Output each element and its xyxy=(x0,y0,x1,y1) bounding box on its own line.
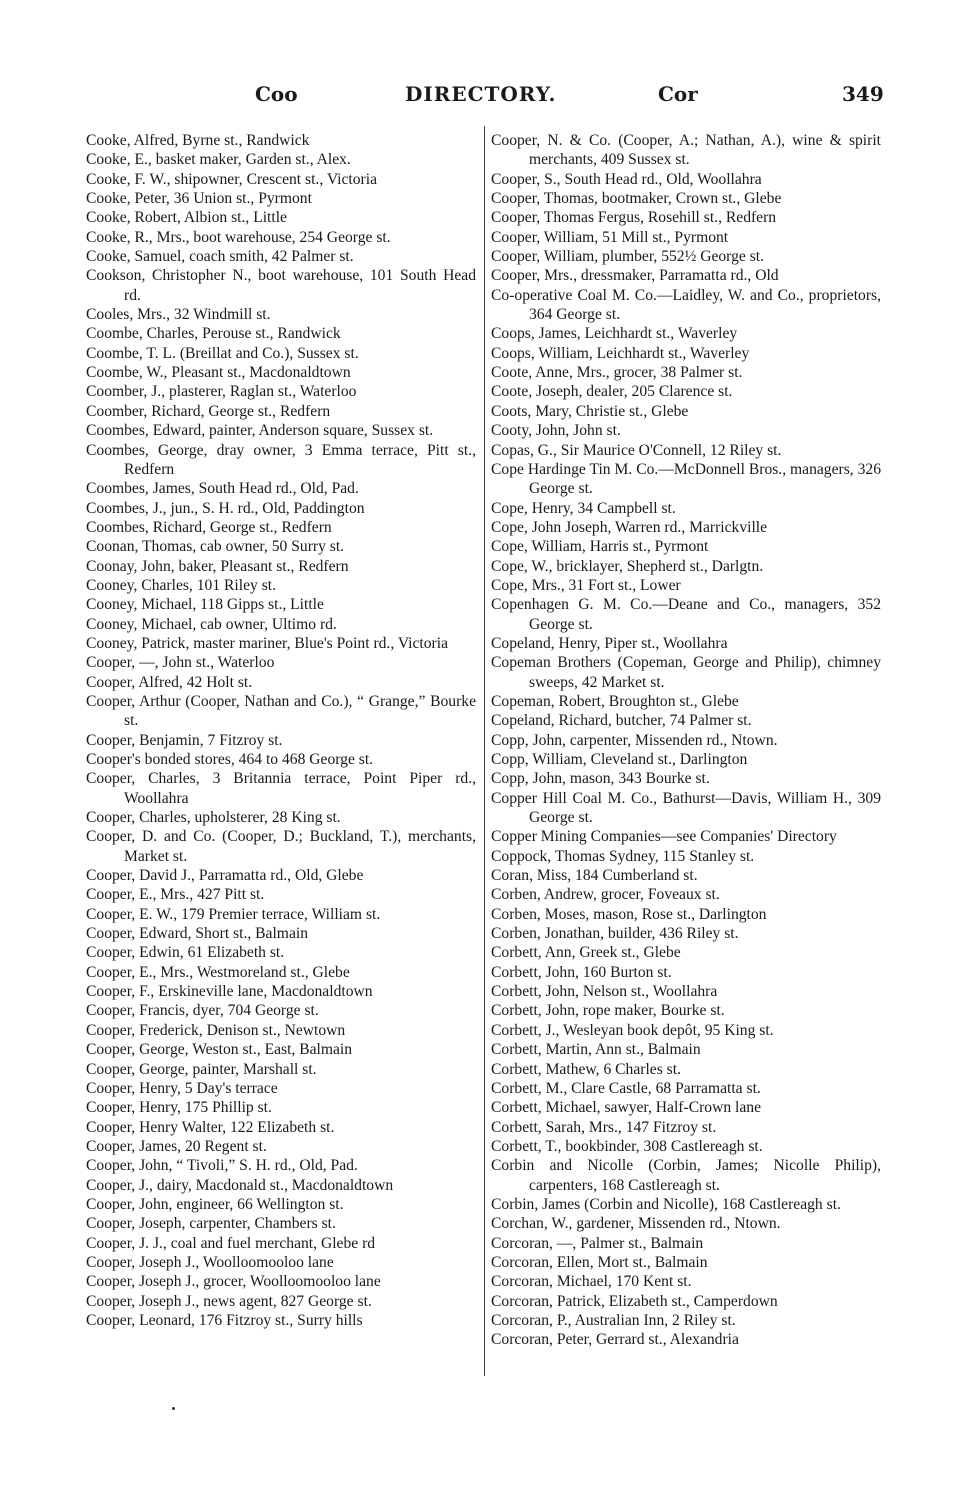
directory-entry: Cooper, Henry, 175 Phillip st. xyxy=(86,1099,272,1117)
directory-entry: Cooper, E., Mrs., 427 Pitt st. xyxy=(86,886,265,904)
directory-entry: Cope, Henry, 34 Campbell st. xyxy=(491,499,676,517)
directory-entry: Coote, Joseph, dealer, 205 Clarence st. xyxy=(491,383,733,401)
directory-entry: Copp, William, Cleveland st., Darlington xyxy=(491,751,748,768)
directory-entry: Copenhagen G. M. Co.—Deane and Co., managers, 352 George st. xyxy=(491,596,881,633)
directory-entry: Copeland, Henry, Piper st., Woollahra xyxy=(491,634,728,652)
directory-entry: Cooper, Thomas, bootmaker, Crown st., Glebe xyxy=(491,190,782,208)
directory-entry: Corben, Moses, mason, Rose st., Darlington xyxy=(491,905,767,923)
header-left-guide-word: Coo xyxy=(255,82,298,106)
directory-entry: Cooper, F., Erskineville lane, Macdonaldtown xyxy=(86,983,373,1001)
directory-entry: Cooper, Edwin, 61 Elizabeth st. xyxy=(86,944,285,962)
directory-entry: Coombes, George, dray owner, 3 Emma terrace, Pitt st., Redfern xyxy=(86,441,476,478)
directory-entry: Cooper, Benjamin, 7 Fitzroy st. xyxy=(86,731,283,749)
directory-entry: Coombe, Charles, Perouse st., Randwick xyxy=(86,325,341,343)
directory-entry: Coops, William, Leichhardt st., Waverley xyxy=(491,344,750,362)
directory-entry: Cooke, Alfred, Byrne st., Randwick xyxy=(86,132,310,149)
directory-entry: Corbin and Nicolle (Corbin, James; Nicolle Philip), carpenters, 168 Castlereagh st. xyxy=(491,1157,881,1194)
directory-entry: Copeman Brothers (Copeman, George and Philip), chimney sweeps, 42 Market st. xyxy=(491,654,881,691)
directory-entry: Cooke, Peter, 36 Union st., Pyrmont xyxy=(86,190,312,208)
directory-entry: Cooke, Robert, Albion st., Little xyxy=(86,209,287,227)
directory-entry: Corcoran, Peter, Gerrard st., Alexandria xyxy=(491,1331,739,1349)
directory-entry: Cope, Mrs., 31 Fort st., Lower xyxy=(491,576,681,594)
directory-entry: Coote, Anne, Mrs., grocer, 38 Palmer st. xyxy=(491,364,743,382)
directory-entry: Copas, G., Sir Maurice O'Connell, 12 Riley st. xyxy=(491,441,782,459)
directory-entry: Cooney, Michael, 118 Gipps st., Little xyxy=(86,596,324,614)
directory-entry: Corcoran, Michael, 170 Kent st. xyxy=(491,1273,692,1291)
directory-entry: Cope, John Joseph, Warren rd., Marrickville xyxy=(491,518,768,536)
directory-entry: Cooper, Arthur (Cooper, Nathan and Co.), “ Grange,” Bourke st. xyxy=(86,692,476,730)
directory-entry: Cooper, D. and Co. (Cooper, D.; Buckland, T.), merchants, Market st. xyxy=(86,828,476,865)
directory-entry: Cooles, Mrs., 32 Windmill st. xyxy=(86,306,271,324)
directory-entry: Cooper, Joseph J., grocer, Woolloomooloo lane xyxy=(86,1273,381,1291)
directory-entry: Corbett, John, Nelson st., Woollahra xyxy=(491,983,718,1001)
page-header xyxy=(0,82,972,118)
directory-entry: Coops, James, Leichhardt st., Waverley xyxy=(491,325,738,343)
directory-entry: Corbett, Mathew, 6 Charles st. xyxy=(491,1060,681,1078)
directory-entry: Corbett, J., Wesleyan book depôt, 95 King st. xyxy=(491,1021,774,1039)
directory-entry: Cooper, Henry, 5 Day's terrace xyxy=(86,1079,278,1097)
directory-entry: Coots, Mary, Christie st., Glebe xyxy=(491,402,689,420)
directory-entry: Corchan, W., gardener, Missenden rd., Ntown. xyxy=(491,1215,781,1233)
directory-entry: Cooty, John, John st. xyxy=(491,422,621,440)
directory-entry: Cooper, George, painter, Marshall st. xyxy=(86,1060,317,1078)
directory-entry: Corbin, James (Corbin and Nicolle), 168 Castlereagh st. xyxy=(491,1195,841,1213)
directory-entry: Corcoran, Ellen, Mort st., Balmain xyxy=(491,1253,708,1271)
directory-entry: Coombes, Edward, painter, Anderson square, Sussex st. xyxy=(86,422,434,440)
directory-entry: Coran, Miss, 184 Cumberland st. xyxy=(491,867,698,885)
directory-entry: Corbett, John, 160 Burton st. xyxy=(491,963,672,981)
directory-entry: Corcoran, P., Australian Inn, 2 Riley st. xyxy=(491,1311,736,1329)
directory-entry: Corbett, T., bookbinder, 308 Castlereagh st. xyxy=(491,1137,763,1155)
directory-entry: Corben, Jonathan, builder, 436 Riley st. xyxy=(491,925,739,943)
directory-entry: Cooper, John, “ Tivoli,” S. H. rd., Old, Pad. xyxy=(86,1157,358,1175)
directory-entry: Corcoran, —, Palmer st., Balmain xyxy=(491,1234,704,1252)
directory-entry: Copeman, Robert, Broughton st., Glebe xyxy=(491,692,739,710)
directory-entry: Cooper, David J., Parramatta rd., Old, Glebe xyxy=(86,867,364,885)
directory-entry: Cooke, Samuel, coach smith, 42 Palmer st. xyxy=(86,248,354,266)
page-number: 349 xyxy=(842,82,884,106)
directory-entry: Cooney, Patrick, master mariner, Blue's Point rd., Victoria xyxy=(86,634,448,652)
directory-entry: Corbett, Michael, sawyer, Half-Crown lane xyxy=(491,1099,762,1117)
directory-entry: Corcoran, Patrick, Elizabeth st., Camperdown xyxy=(491,1292,778,1310)
directory-entry: Cooper, Thomas Fergus, Rosehill st., Redfern xyxy=(491,209,777,227)
directory-entry: Cooney, Michael, cab owner, Ultimo rd. xyxy=(86,615,337,633)
directory-entry: Coonay, John, baker, Pleasant st., Redfern xyxy=(86,557,349,575)
directory-entry: Cope, W., bricklayer, Shepherd st., Darlgtn. xyxy=(491,557,764,575)
directory-entry: Coomber, J., plasterer, Raglan st., Waterloo xyxy=(86,383,357,401)
directory-entry: Copper Hill Coal M. Co., Bathurst—Davis, William H., 309 George st. xyxy=(491,789,881,827)
directory-entry: Cooper, Mrs., dressmaker, Parramatta rd., Old xyxy=(491,267,779,285)
directory-entry: Coonan, Thomas, cab owner, 50 Surry st. xyxy=(86,538,345,556)
directory-entry: Cooper, Joseph, carpenter, Chambers st. xyxy=(86,1215,336,1233)
directory-entry: Cooper, James, 20 Regent st. xyxy=(86,1137,267,1155)
left-column xyxy=(86,131,476,1330)
directory-entry: Cooper, E., Mrs., Westmoreland st., Glebe xyxy=(86,963,350,981)
directory-entry: Cooper, Alfred, 42 Holt st. xyxy=(86,673,253,691)
directory-entry: Coombes, J., jun., S. H. rd., Old, Paddington xyxy=(86,499,365,517)
directory-entry: Corbett, John, rope maker, Bourke st. xyxy=(491,1002,725,1020)
directory-entry: Cooper, Joseph J., news agent, 827 George st. xyxy=(86,1292,372,1310)
directory-entry: Cooper, Francis, dyer, 704 George st. xyxy=(86,1002,319,1020)
directory-entry: Cooke, F. W., shipowner, Crescent st., Victoria xyxy=(86,170,377,188)
directory-entry: Coombe, W., Pleasant st., Macdonaldtown xyxy=(86,364,351,382)
directory-entry: Cooney, Charles, 101 Riley st. xyxy=(86,576,276,594)
directory-entry: Cooper, Charles, upholsterer, 28 King st. xyxy=(86,809,341,827)
directory-entry: Cooper's bonded stores, 464 to 468 George st. xyxy=(86,751,374,768)
directory-entry: Cooper, Leonard, 176 Fitzroy st., Surry hills xyxy=(86,1311,363,1329)
column-divider xyxy=(484,126,485,1376)
header-title: DIRECTORY. xyxy=(405,82,557,106)
directory-entry: Copeland, Richard, butcher, 74 Palmer st. xyxy=(491,712,752,730)
directory-entry: Cooper, George, Weston st., East, Balmain xyxy=(86,1041,353,1059)
directory-entry: Corbett, Sarah, Mrs., 147 Fitzroy st. xyxy=(491,1118,717,1136)
directory-entry: Coombe, T. L. (Breillat and Co.), Sussex st. xyxy=(86,344,359,362)
directory-entry: Cooper, S., South Head rd., Old, Woollahra xyxy=(491,170,762,188)
directory-entry: Copper Mining Companies—see Companies' Directory xyxy=(491,828,837,846)
header-right-guide-word: Cor xyxy=(658,82,698,106)
directory-entry: Corbett, M., Clare Castle, 68 Parramatta st. xyxy=(491,1079,761,1097)
right-column xyxy=(491,131,881,1350)
directory-entry: Copp, John, mason, 343 Bourke st. xyxy=(491,770,710,788)
stray-mark xyxy=(172,1407,175,1410)
directory-entry: Cooper, —, John st., Waterloo xyxy=(86,654,275,672)
directory-entry: Cope Hardinge Tin M. Co.—McDonnell Bros., managers, 326 George st. xyxy=(491,460,881,498)
directory-entry: Coombes, Richard, George st., Redfern xyxy=(86,518,332,536)
directory-entry: Cooper, Joseph J., Woolloomooloo lane xyxy=(86,1253,334,1271)
directory-entry: Corbett, Ann, Greek st., Glebe xyxy=(491,944,681,962)
directory-entry: Cooper, N. & Co. (Cooper, A.; Nathan, A.), wine & spirit merchants, 409 Sussex st. xyxy=(491,132,881,169)
directory-entry: Cope, William, Harris st., Pyrmont xyxy=(491,538,709,556)
directory-entry: Cooper, E. W., 179 Premier terrace, William st. xyxy=(86,905,381,923)
directory-entry: Cooper, J. J., coal and fuel merchant, Glebe rd xyxy=(86,1234,376,1252)
directory-entry: Cooke, E., basket maker, Garden st., Alex. xyxy=(86,151,351,169)
directory-entry: Coombes, James, South Head rd., Old, Pad. xyxy=(86,480,359,498)
directory-entry: Corbett, Martin, Ann st., Balmain xyxy=(491,1041,701,1059)
directory-entry: Cooper, John, engineer, 66 Wellington st. xyxy=(86,1195,344,1213)
directory-entry: Cooper, Edward, Short st., Balmain xyxy=(86,925,308,943)
directory-entry: Cooper, J., dairy, Macdonald st., Macdonaldtown xyxy=(86,1176,394,1194)
directory-entry: Cooke, R., Mrs., boot warehouse, 254 George st. xyxy=(86,228,391,246)
directory-entry: Cooper, Frederick, Denison st., Newtown xyxy=(86,1021,346,1039)
directory-entry: Cookson, Christopher N., boot warehouse, 101 South Head rd. xyxy=(86,267,476,304)
directory-entry: Coomber, Richard, George st., Redfern xyxy=(86,402,331,420)
directory-entry: Cooper, William, 51 Mill st., Pyrmont xyxy=(491,228,729,246)
directory-entry: Copp, John, carpenter, Missenden rd., Ntown. xyxy=(491,731,778,749)
directory-entry: Cooper, William, plumber, 552½ George st. xyxy=(491,248,764,266)
directory-entry: Co-operative Coal M. Co.—Laidley, W. and Co., proprietors, 364 George st. xyxy=(491,286,881,324)
directory-entry: Corben, Andrew, grocer, Foveaux st. xyxy=(491,886,720,904)
directory-entry: Cooper, Henry Walter, 122 Elizabeth st. xyxy=(86,1118,335,1136)
directory-entry: Cooper, Charles, 3 Britannia terrace, Point Piper rd., Woollahra xyxy=(86,770,476,807)
directory-entry: Coppock, Thomas Sydney, 115 Stanley st. xyxy=(491,847,755,865)
